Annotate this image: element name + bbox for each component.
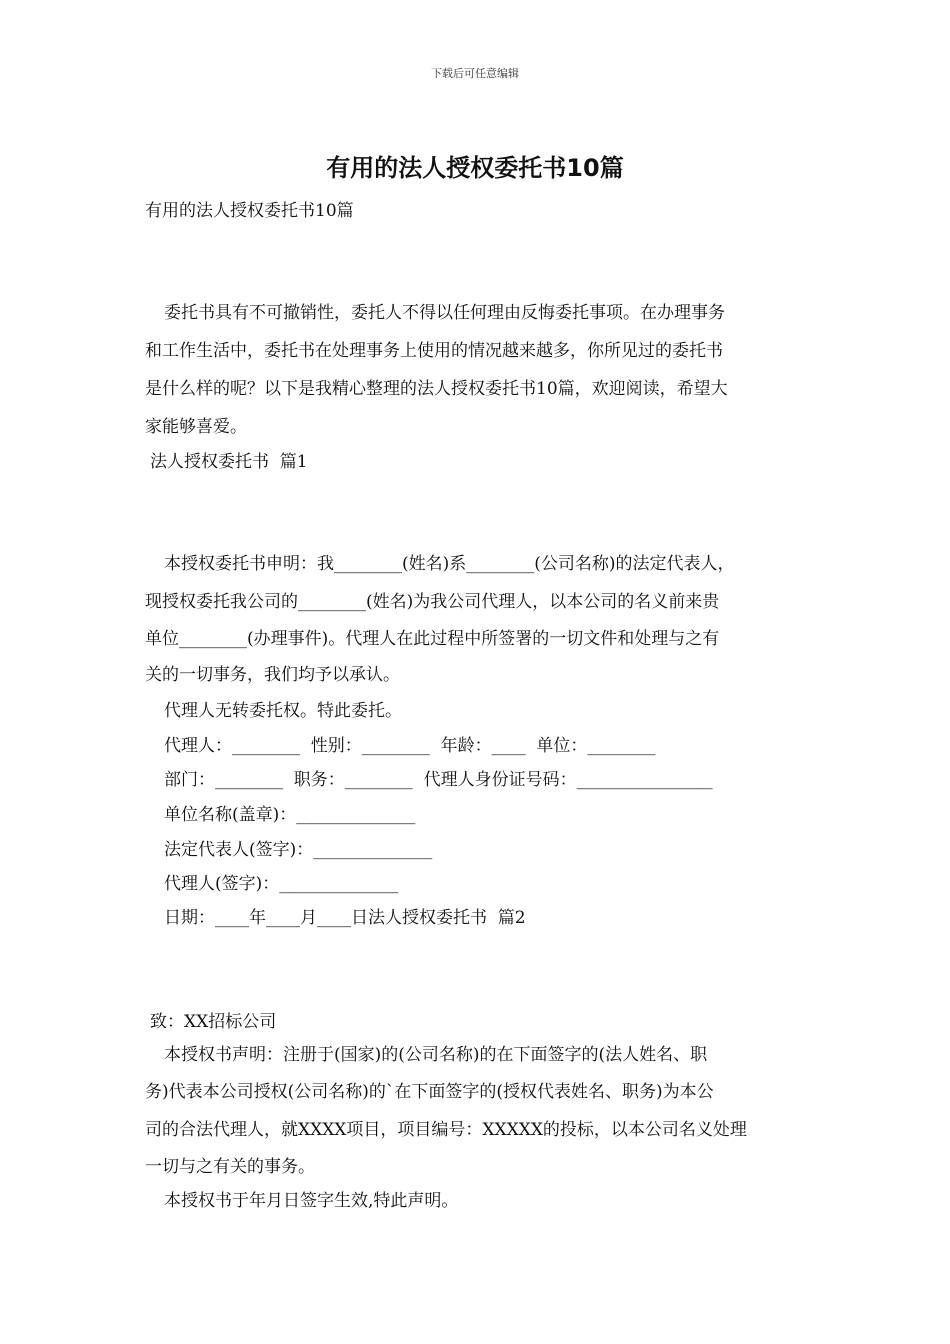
section2-line: 司的合法代理人，就XXXX项目，项目编号：XXXXX的投标，以本公司名义处理 (145, 1120, 747, 1140)
section1-line: 现授权委托我公司的________(姓名)为我公司代理人，以本公司的名义前来贵 (145, 592, 720, 612)
intro-line: 家能够喜爱。 (145, 417, 247, 437)
agent-info-line: 部门：________ 职务：________ 代理人身份证号码：________________ (164, 770, 713, 790)
section1-line: 单位________(办理事件)。代理人在此过程中所签署的一切文件和处理与之有 (145, 629, 720, 649)
date-line: 日期：____年____月____日法人授权委托书 篇2 (164, 908, 526, 928)
signature-line: 单位名称(盖章)：______________ (164, 805, 416, 825)
document-title: 有用的法人授权委托书10篇 (326, 154, 624, 182)
section1-heading: 法人授权委托书 篇1 (150, 452, 308, 472)
intro-line: 委托书具有不可撤销性，委托人不得以任何理由反悔委托事项。在办理事务 (164, 303, 725, 323)
section1-line: 关的一切事务，我们均予以承认。 (145, 665, 400, 685)
document-subtitle: 有用的法人授权委托书10篇 (145, 201, 354, 221)
section2-line: 本授权书声明：注册于(国家)的(公司名称)的在下面签字的(法人姓名、职 (164, 1045, 708, 1065)
section1-line: 代理人无转委托权。特此委托。 (164, 701, 402, 721)
section2-line: 致：XX招标公司 (150, 1012, 277, 1032)
signature-line: 法定代表人(签字)：______________ (164, 840, 433, 860)
section2-line: 一切与之有关的事务。 (145, 1157, 315, 1177)
signature-line: 代理人(签字)：______________ (164, 874, 399, 894)
section1-line: 本授权委托书申明：我________(姓名)系________(公司名称)的法定代表人， (164, 554, 735, 574)
section2-line: 务)代表本公司授权(公司名称)的`在下面签字的(授权代表姓名、职务)为本公 (145, 1082, 714, 1102)
intro-line: 和工作生活中，委托书在处理事务上使用的情况越来越多，你所见过的委托书 (145, 341, 723, 361)
agent-info-line: 代理人：________ 性别：________ 年龄：____ 单位：________ (164, 736, 656, 756)
section2-line: 本授权书于年月日签字生效,特此声明。 (164, 1191, 459, 1211)
header-note: 下载后可任意编辑 (431, 67, 519, 80)
intro-line: 是什么样的呢？以下是我精心整理的法人授权委托书10篇，欢迎阅读，希望大 (145, 379, 728, 399)
